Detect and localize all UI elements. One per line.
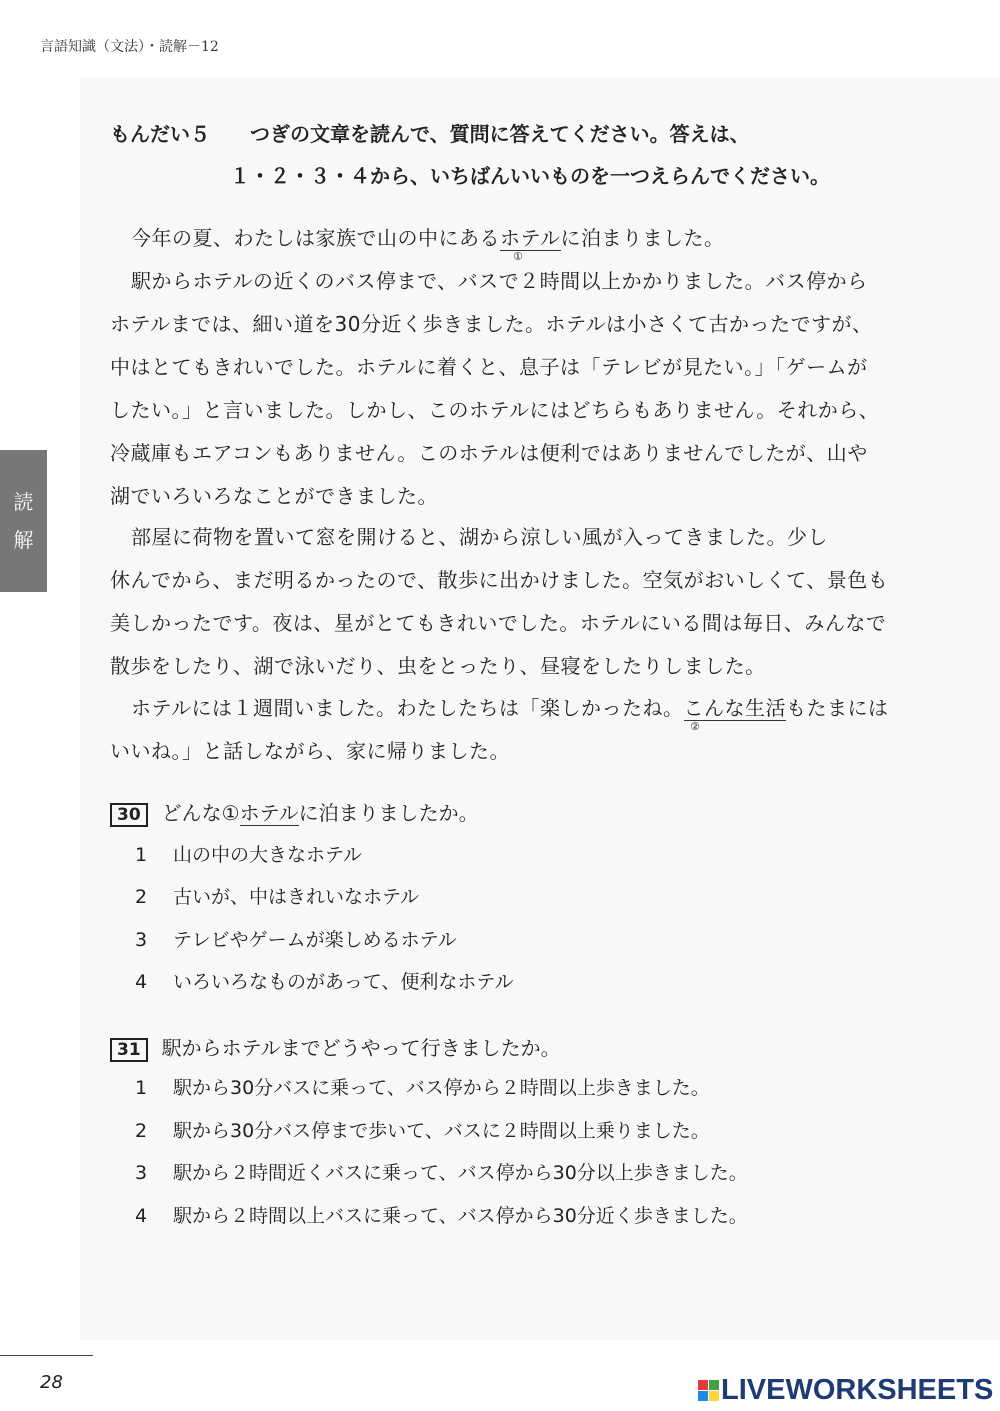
option-number: 3 (135, 929, 148, 951)
option-text: 駅から２時間以上バスに乗って、バス停から30分近く歩きました。 (173, 1205, 748, 1227)
question-text: どんな (161, 801, 222, 825)
passage-line (131, 692, 889, 721)
passage-text: に泊まりました。 (560, 226, 725, 250)
passage-line: 散歩をしたり、湖で泳いだり、虫をとったり、昼寝をしたりしました。 (110, 654, 766, 678)
passage-text: 今年の夏、わたしは家族で山の中にある (131, 226, 500, 250)
section-tab-char: 解 (13, 528, 34, 552)
passage-line: したい。」と言いました。しかし、このホテルにはどちらもありません。それから、 (110, 398, 880, 422)
passage-line: 湖でいろいろなことができました。 (110, 484, 438, 508)
question-text: 駅からホテルまでどうやって行きましたか。 (161, 1036, 561, 1060)
passage-line: ホテルまでは、細い道を30分近く歩きました。ホテルは小さくて古かったですが、 (110, 312, 873, 336)
q30-option-4[interactable] (135, 967, 513, 994)
question-31 (110, 1032, 561, 1062)
q30-option-3[interactable] (135, 925, 457, 952)
passage-line: 美しかったです。夜は、星がとてもきれいでした。ホテルにいる間は毎日、みんなで (110, 611, 887, 635)
option-number: 2 (135, 886, 148, 908)
marker-1: ① (221, 801, 240, 825)
q31-option-1[interactable] (135, 1073, 710, 1100)
page-number: 28 (40, 1372, 63, 1393)
marker-2: ② (690, 720, 700, 733)
q31-option-2[interactable] (135, 1116, 710, 1143)
section-tab-char: 読 (13, 490, 34, 514)
footer-divider (0, 1355, 93, 1356)
passage-line: 中はとてもきれいでした。ホテルに着くと、息子は「テレビが見たい。」「ゲームが (110, 355, 868, 379)
option-text: いろいろなものがあって、便利なホテル (173, 971, 514, 993)
option-number: 2 (135, 1120, 148, 1142)
logo-square (709, 1380, 719, 1390)
option-number: 4 (135, 971, 148, 993)
passage-line: 休んでから、まだ明るかったので、散歩に出かけました。空気がおいしくて、景色も (110, 568, 889, 592)
page-header: 言語知識（文法）・読解－12 (40, 39, 219, 55)
q31-option-4[interactable] (135, 1201, 748, 1228)
marker-1: ① (513, 250, 523, 263)
liveworksheets-logo[interactable] (698, 1374, 993, 1407)
option-text: 山の中の大きなホテル (173, 844, 363, 866)
underlined-hotel: ホテル (500, 226, 561, 250)
passage-line (131, 222, 725, 251)
q31-option-3[interactable] (135, 1158, 748, 1185)
mondai-label: もんだい５ (110, 122, 210, 146)
question-text: に泊まりましたか。 (298, 801, 479, 825)
logo-square (709, 1391, 719, 1401)
title-text-line2: １・２・３・４から、いちばんいいものを一つえらんでください。 (230, 164, 830, 188)
underlined-hotel: ホテル (239, 801, 299, 825)
passage-line: 駅からホテルの近くのバス停まで、バスで２時間以上かかりました。バス停から (131, 269, 868, 293)
option-text: 駅から30分バス停まで歩いて、バスに２時間以上乗りました。 (173, 1120, 710, 1142)
q30-option-2[interactable] (135, 882, 419, 909)
passage-line: 冷蔵庫もエアコンもありません。このホテルは便利ではありませんでしたが、山や (110, 441, 868, 465)
passage-text: もたまには (786, 696, 889, 720)
option-text: テレビやゲームが楽しめるホテル (173, 929, 457, 951)
option-text: 駅から２時間近くバスに乗って、バス停から30分以上歩きました。 (173, 1162, 748, 1184)
option-number: 3 (135, 1162, 148, 1184)
question-30 (110, 797, 479, 827)
option-number: 1 (135, 1077, 148, 1099)
section-tab (0, 450, 47, 592)
option-text: 古いが、中はきれいなホテル (173, 886, 420, 908)
q30-option-1[interactable] (135, 840, 362, 867)
question-title (110, 118, 750, 147)
question-number: 30 (110, 803, 148, 827)
logo-square (698, 1391, 708, 1401)
passage-text: ホテルには１週間いました。わたしたちは「楽しかったね。 (131, 696, 684, 720)
title-text: つぎの文章を読んで、質問に答えてください。答えは、 (250, 122, 750, 146)
option-number: 4 (135, 1205, 148, 1227)
passage-line: 部屋に荷物を置いて窓を開けると、湖から涼しい風が入ってきました。少し (131, 525, 828, 549)
option-text: 駅から30分バスに乗って、バス停から２時間以上歩きました。 (173, 1077, 710, 1099)
question-number: 31 (110, 1038, 148, 1062)
option-number: 1 (135, 844, 148, 866)
logo-grid-icon (698, 1380, 719, 1401)
passage-line: いいね。」と話しながら、家に帰りました。 (110, 739, 510, 763)
logo-square (698, 1380, 708, 1390)
logo-text: LIVEWORKSHEETS (721, 1374, 994, 1406)
underlined-lifestyle: こんな生活 (683, 696, 786, 720)
